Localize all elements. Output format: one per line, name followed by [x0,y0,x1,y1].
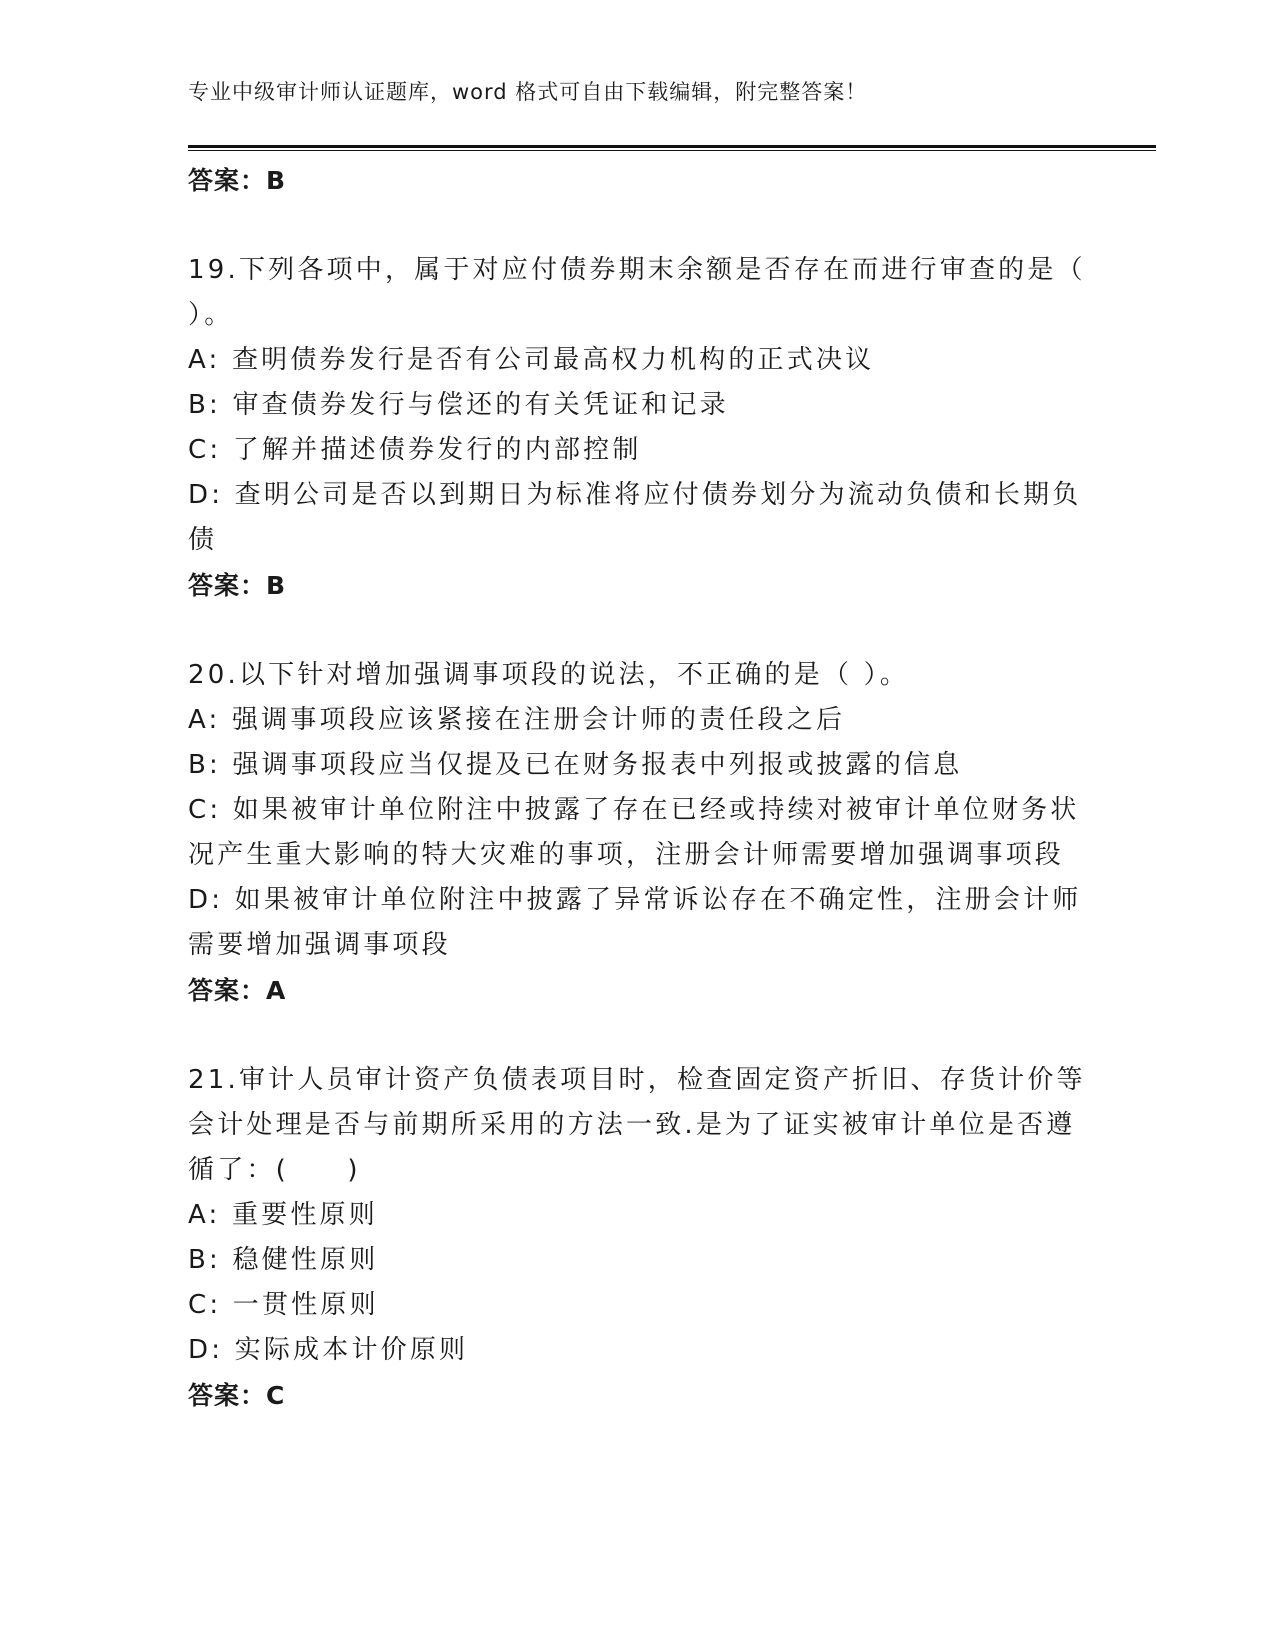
spacer [188,1013,1078,1058]
answer: 答案：C [188,1381,286,1410]
spacer [188,203,1078,248]
question-20 [188,653,1082,1013]
question-stem-line: 19.下列各项中，属于对应付债券期末余额是否存在而进行审查的是（ [188,255,1086,285]
header-rule-thick [188,145,1156,148]
question-stem-line: 20.以下针对增加强调事项段的说法，不正确的是（ ）。 [188,660,910,690]
option-b: B: 稳健性原则 [188,1245,379,1275]
option-c-continued: 况产生重大影响的特大灾难的事项，注册会计师需要增加强调事项段 [188,840,1065,870]
option-b: B: 审查债券发行与偿还的有关凭证和记录 [188,390,729,420]
answer: 答案：B [188,571,287,600]
option-c: C: 如果被审计单位附注中披露了存在已经或持续对被审计单位财务状 [188,795,1080,825]
question-21 [188,1058,1086,1418]
option-a: A: 强调事项段应该紧接在注册会计师的责任段之后 [188,705,846,735]
option-d-continued: 需要增加强调事项段 [188,930,451,960]
question-stem-line: ）。 [188,300,234,330]
question-stem-line: 会计处理是否与前期所采用的方法一致.是为了证实被审计单位是否遵 [188,1110,1076,1140]
option-b: B: 强调事项段应当仅提及已在财务报表中列报或披露的信息 [188,750,963,780]
question-19 [188,248,1086,608]
option-d: D: 如果被审计单位附注中披露了异常诉讼存在不确定性，注册会计师 [188,885,1082,915]
option-a: A: 查明债券发行是否有公司最高权力机构的正式决议 [188,345,875,375]
question-stem-line: 循了：( ) [188,1155,361,1185]
option-d: D: 查明公司是否以到期日为标准将应付债券划分为流动负债和长期负 [188,480,1082,510]
answer: 答案：A [188,976,287,1005]
option-d: D: 实际成本计价原则 [188,1335,469,1365]
header-rule-thin [188,150,1156,151]
previous-answer: 答案：B [188,166,287,195]
option-d-continued: 债 [188,525,218,555]
option-a: A: 重要性原则 [188,1200,378,1230]
question-list [188,158,1086,1418]
question-stem-line: 21.审计人员审计资产负债表项目时，检查固定资产折旧、存货计价等 [188,1065,1086,1095]
option-c: C: 一贯性原则 [188,1290,379,1320]
option-c: C: 了解并描述债券发行的内部控制 [188,435,642,465]
header-note: 专业中级审计师认证题库，word 格式可自由下载编辑，附完整答案！ [188,80,868,104]
spacer [188,608,1078,653]
